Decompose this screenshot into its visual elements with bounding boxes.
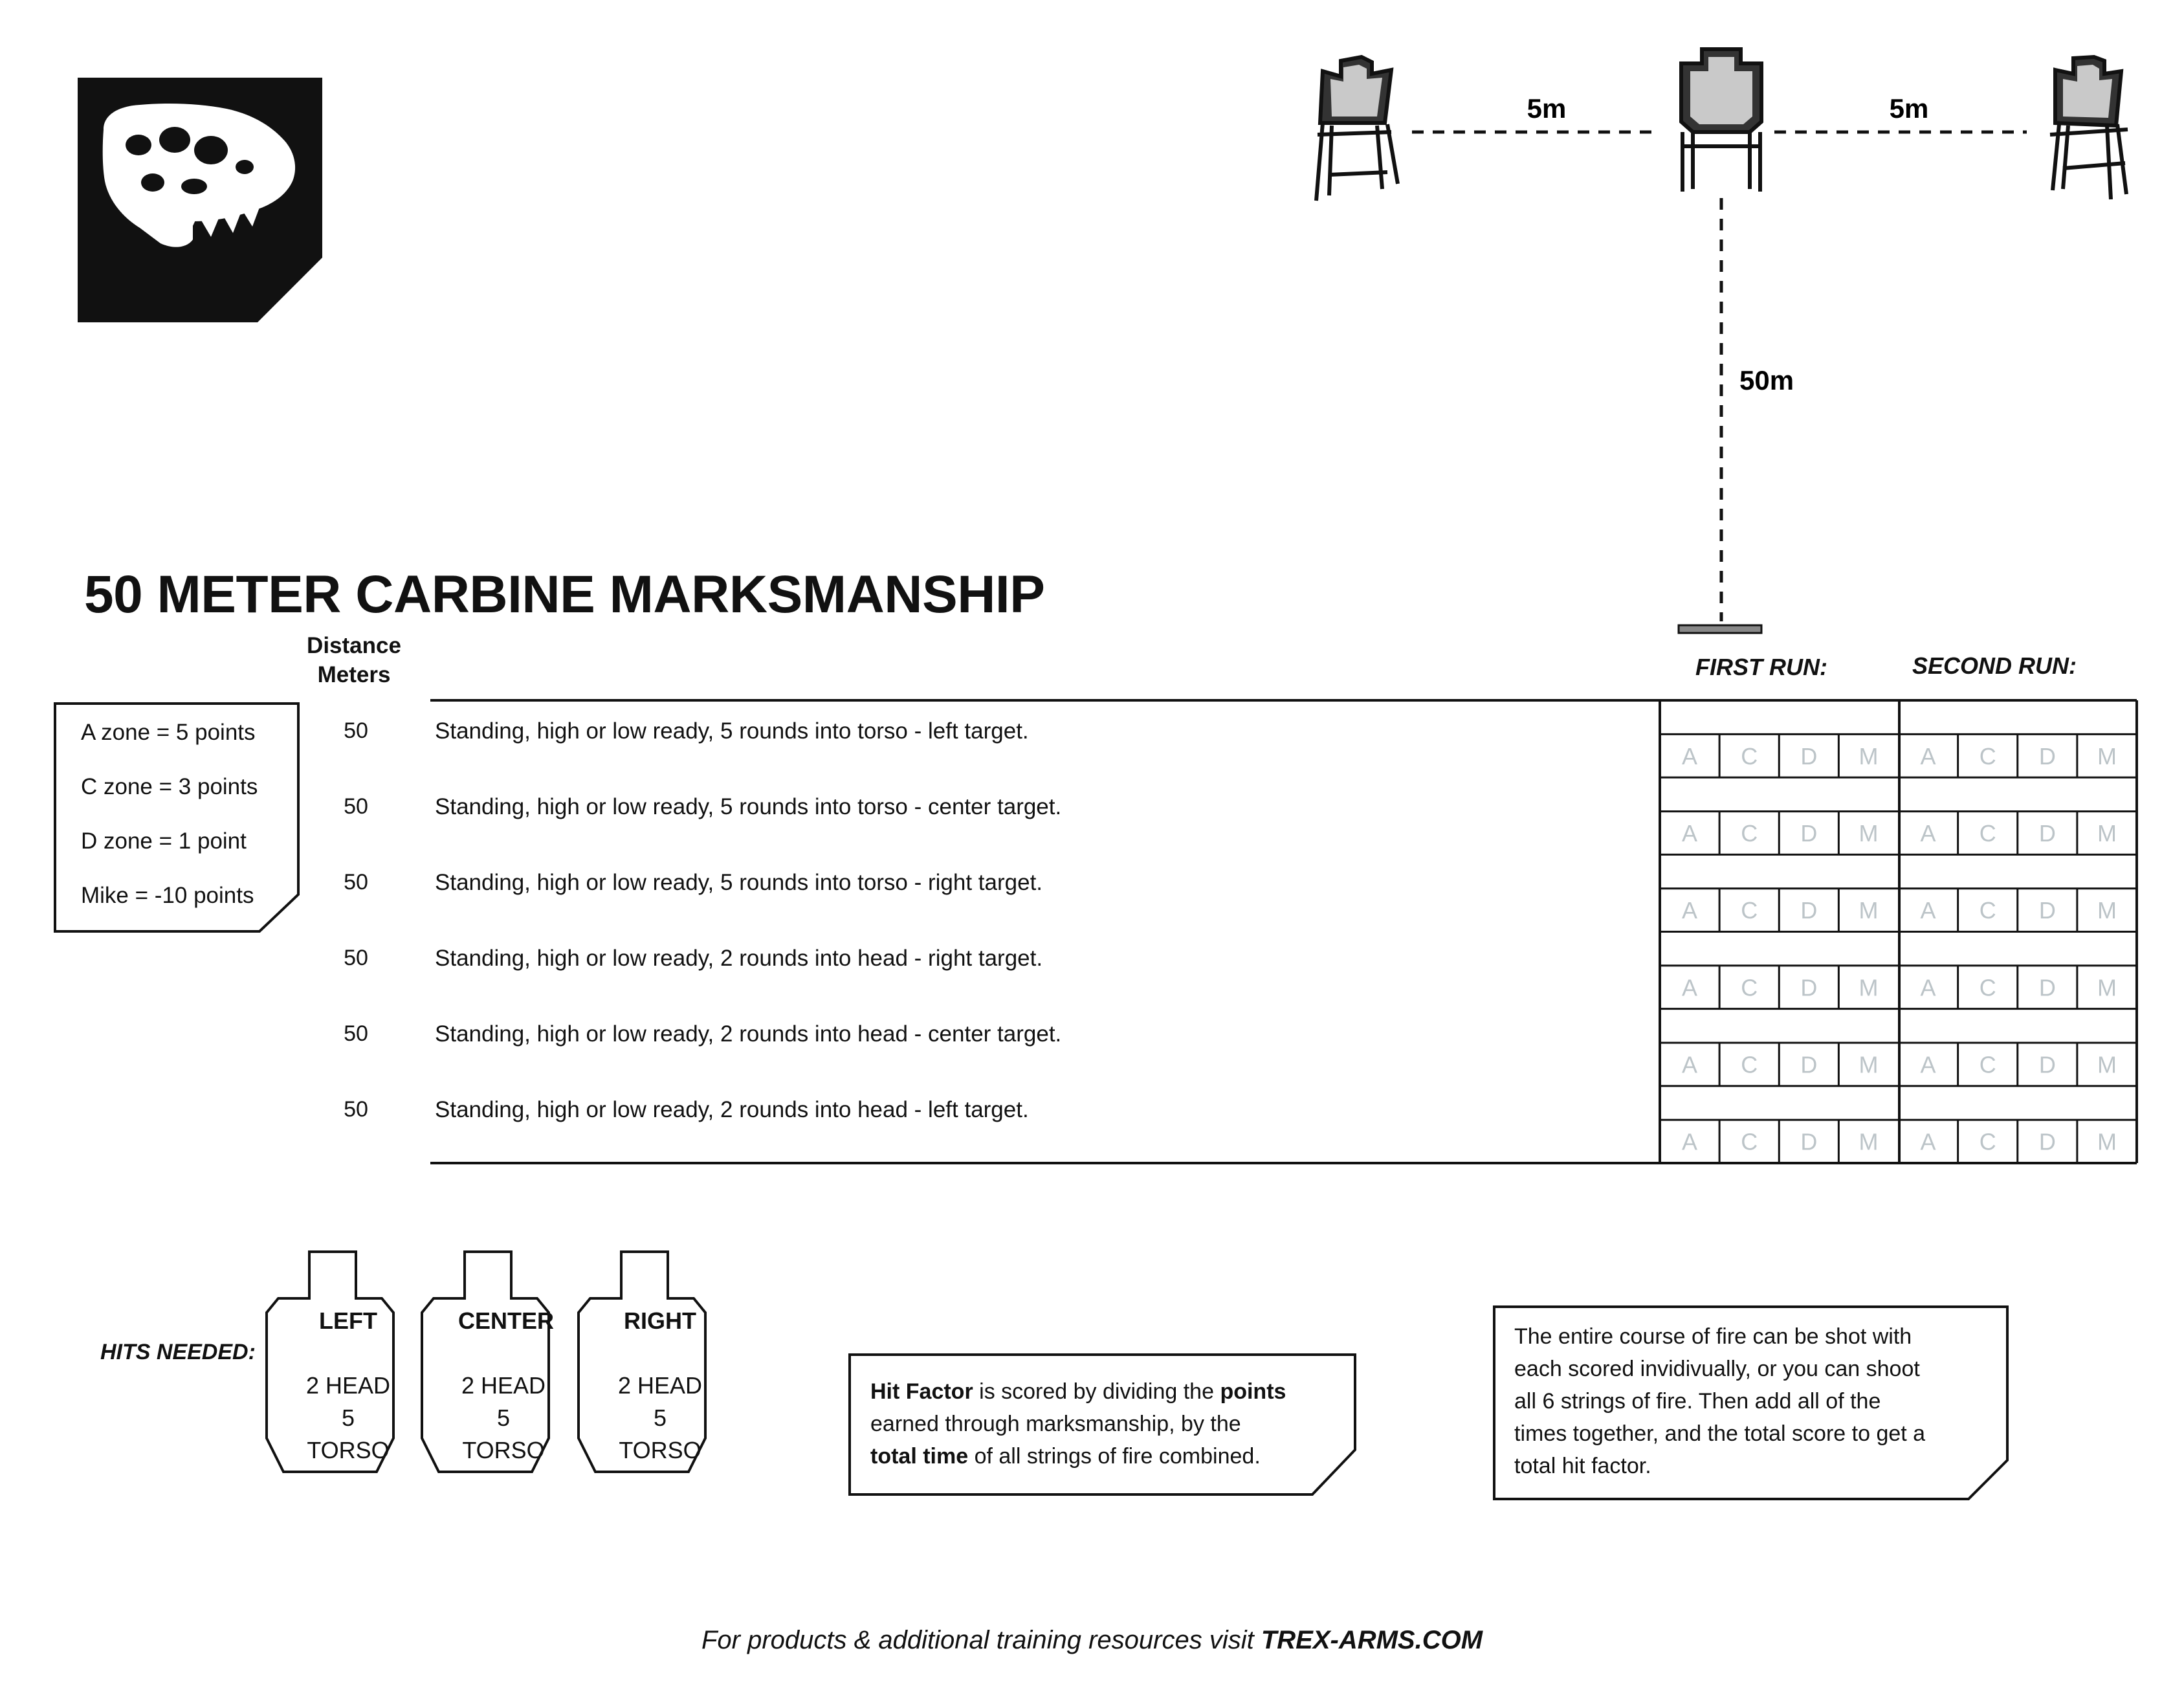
zone-letter: M (1859, 1051, 1879, 1078)
silhouette-right-text (615, 1305, 705, 1467)
torso-hits: 5 TORSO (462, 1405, 545, 1463)
zone-letter: M (2097, 974, 2117, 1001)
hits-needed-label: HITS NEEDED: (100, 1340, 256, 1364)
zone-letter: D (2038, 897, 2056, 924)
total-time-term: total time (870, 1444, 969, 1469)
legend-mike: Mike = -10 points (81, 883, 254, 908)
zone-letter: M (1859, 897, 1879, 924)
target-name: RIGHT (624, 1307, 696, 1334)
drill-distance: 50 (344, 718, 368, 743)
first-run-header: FIRST RUN: (1695, 654, 1827, 680)
zone-letter: D (1800, 742, 1818, 770)
zone-letter: C (1979, 1128, 1996, 1155)
target-name: CENTER (458, 1307, 555, 1334)
zone-letter: M (2097, 1128, 2117, 1155)
zone-letter: M (1859, 742, 1879, 770)
zone-letter: D (2038, 1051, 2056, 1078)
course-note-line: all 6 strings of fire. Then add all of the (1514, 1389, 1881, 1414)
hit-factor-term: Hit Factor (870, 1379, 973, 1404)
zone-letter: C (1979, 742, 1996, 770)
zone-letter: A (1920, 897, 1936, 924)
zone-letter: A (1682, 819, 1698, 847)
drill-distance: 50 (344, 870, 368, 894)
drill-description: Standing, high or low ready, 2 rounds into head - center target. (435, 1021, 1062, 1047)
footer (0, 1626, 2184, 1655)
zone-letter: M (1859, 819, 1879, 847)
zone-letter: A (1920, 974, 1936, 1001)
zone-letter: D (1800, 1051, 1818, 1078)
spacing-label-right: 5m (1889, 93, 1929, 124)
zone-letter: A (1682, 1128, 1698, 1155)
zone-letter: A (1682, 974, 1698, 1001)
zone-letter: D (1800, 974, 1818, 1001)
footer-prefix: For products & additional training resources visit (701, 1626, 1261, 1654)
zone-letter: D (1800, 819, 1818, 847)
zone-letter: M (2097, 742, 2117, 770)
zone-letter: D (2038, 742, 2056, 770)
target-name: LEFT (319, 1307, 377, 1334)
zone-letter: D (2038, 1128, 2056, 1155)
zone-letter: A (1920, 742, 1936, 770)
zone-letter: A (1920, 819, 1936, 847)
drill-distance: 50 (344, 1097, 368, 1122)
torso-hits: 5 TORSO (307, 1405, 390, 1463)
zone-letter: C (1979, 897, 1996, 924)
course-note-line: total hit factor. (1514, 1454, 1651, 1478)
zone-letter: M (2097, 819, 2117, 847)
legend-a-zone: A zone = 5 points (81, 720, 256, 745)
hit-factor-note (870, 1375, 1336, 1472)
drill-distance: 50 (344, 1021, 368, 1046)
zone-letter: C (1979, 819, 1996, 847)
spacing-label-left: 5m (1527, 93, 1567, 124)
zone-letter: C (1741, 974, 1758, 1001)
points-term: points (1220, 1379, 1286, 1404)
zone-letter: M (2097, 1051, 2117, 1078)
hit-factor-part3: of all strings of fire combined. (968, 1444, 1261, 1469)
silhouette-center-text (458, 1305, 555, 1467)
zone-letter: C (1979, 1051, 1996, 1078)
legend-c-zone: C zone = 3 points (81, 774, 258, 799)
zone-letter: D (1800, 1128, 1818, 1155)
head-hits: 2 HEAD (305, 1372, 391, 1399)
zone-letter: C (1979, 974, 1996, 1001)
zone-letter: D (1800, 897, 1818, 924)
page-title: 50 METER CARBINE MARKSMANSHIP (84, 565, 1045, 624)
silhouette-left-text (303, 1305, 393, 1467)
zone-letter: C (1741, 897, 1758, 924)
zone-letter: D (2038, 819, 2056, 847)
zone-letter: A (1920, 1128, 1936, 1155)
drill-description: Standing, high or low ready, 2 rounds into head - left target. (435, 1097, 1029, 1122)
hit-factor-part2: earned through marksmanship, by the (870, 1412, 1241, 1436)
distance-header-line1: Distance (307, 633, 401, 658)
course-note-line: times together, and the total score to get a (1514, 1421, 1926, 1446)
zone-letter: C (1741, 819, 1758, 847)
head-hits: 2 HEAD (617, 1372, 703, 1399)
zone-letter: A (1682, 1051, 1698, 1078)
footer-site-link[interactable]: TREX-ARMS.COM (1261, 1626, 1483, 1654)
zone-letter: M (2097, 897, 2117, 924)
distance-header-line2: Meters (317, 662, 391, 687)
zone-letter: C (1741, 1051, 1758, 1078)
zone-letter: M (1859, 1128, 1879, 1155)
drill-description: Standing, high or low ready, 2 rounds into head - right target. (435, 946, 1043, 971)
range-label: 50m (1739, 365, 1794, 395)
head-hits: 2 HEAD (461, 1372, 546, 1399)
drill-description: Standing, high or low ready, 5 rounds into torso - left target. (435, 718, 1029, 744)
legend-d-zone: D zone = 1 point (81, 828, 247, 854)
course-note-line: The entire course of fire can be shot with (1514, 1324, 1912, 1349)
zone-letter: D (2038, 974, 2056, 1001)
drill-description: Standing, high or low ready, 5 rounds into torso - center target. (435, 794, 1062, 819)
drill-distance: 50 (344, 946, 368, 970)
zone-letter: C (1741, 742, 1758, 770)
course-note (1514, 1320, 1993, 1482)
torso-hits: 5 TORSO (619, 1405, 701, 1463)
second-run-header: SECOND RUN: (1912, 652, 2077, 679)
zone-letter: M (1859, 974, 1879, 1001)
zone-letter: A (1920, 1051, 1936, 1078)
course-note-line: each scored invidivually, or you can shoot (1514, 1357, 1920, 1381)
drill-distance: 50 (344, 794, 368, 819)
drill-description: Standing, high or low ready, 5 rounds into torso - right target. (435, 870, 1043, 895)
zone-letter: A (1682, 897, 1698, 924)
hit-factor-part1: is scored by dividing the (973, 1379, 1220, 1404)
zone-letter: A (1682, 742, 1698, 770)
zone-letter: C (1741, 1128, 1758, 1155)
